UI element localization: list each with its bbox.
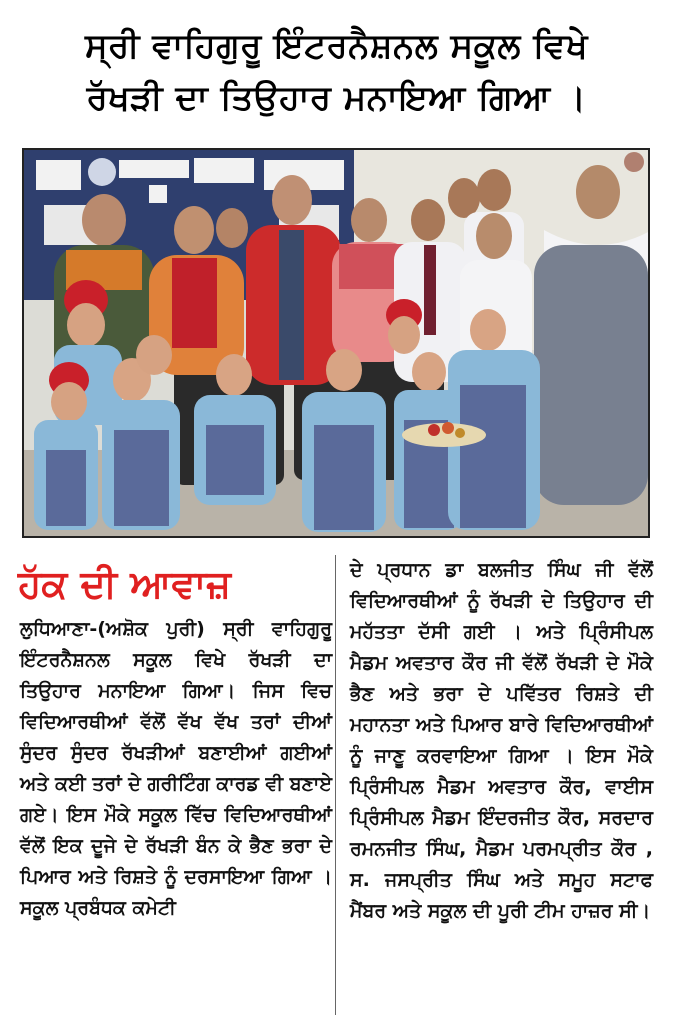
column-divider bbox=[335, 555, 336, 1015]
article-column-left bbox=[20, 614, 332, 924]
headline bbox=[0, 20, 673, 124]
headline-line-2: ਰੱਖੜੀ ਦਾ ਤਿਉਹਾਰ ਮਨਾਇਆ ਗਿਆ । bbox=[86, 78, 587, 118]
article-text-right: ਦੇ ਪ੍ਰਧਾਨ ਡਾ ਬਲਜੀਤ ਸਿੰਘ ਜੀ ਵੱਲੋਂ ਵਿਦਿਆਰਥੀਆਂ ਨੂੰ ਰੱਖੜੀ ਦੇ ਤਿਉਹਾਰ ਦੀ ਮਹੱਤਤਾ ਦੱਸੀ ਗਈ । ਅਤੇ ਪ੍ਰਿੰਸੀਪਲ ਮੈਡਮ ਅਵਤਾਰ ਕੌਰ ਜੀ ਵੱਲੋਂ ਰੱਖੜੀ ਦੇ ਮੌਕੇ ਭੈਣ ਅਤੇ ਭਰਾ ਦੇ ਪਵਿੱਤਰ ਰਿਸ਼ਤੇ ਦੀ ਮਹਾਨਤਾ ਅਤੇ ਪਿਆਰ ਬਾਰੇ ਵਿਦਿਆਰਥੀਆਂ ਨੂੰ ਜਾਣੂ ਕਰਵਾਇਆ ਗਿਆ । ਇਸ ਮੌਕੇ ਪ੍ਰਿੰਸੀਪਲ ਮੈਡਮ ਅਵਤਾਰ ਕੌਰ, ਵਾਈਸ ਪ੍ਰਿੰਸੀਪਲ ਮੈਡਮ ਇੰਦਰਜੀਤ ਕੌਰ, ਸਰਦਾਰ ਰਮਨਜੀਤ ਸਿੰਘ, ਮੈਡਮ ਪਰਮਪ੍ਰੀਤ ਕੌਰ , ਸ. ਜਸਪ੍ਰੀਤ ਸਿੰਘ ਅਤੇ ਸਮੂਹ ਸਟਾਫ ਮੈਂਬਰ ਅਤੇ ਸਕੂਲ ਦੀ ਪੂਰੀ ਟੀਮ ਹਾਜ਼ਰ ਸੀ। bbox=[350, 559, 653, 922]
article-column-right bbox=[350, 555, 653, 927]
headline-line-1: ਸ੍ਰੀ ਵਾਹਿਗੁਰੂ ਇੰਟਰਨੈਸ਼ਨਲ ਸਕੂਲ ਵਿਖੇ bbox=[84, 26, 589, 66]
article-text-left: ਲੁਧਿਆਣਾ-(ਅਸ਼ੋਕ ਪੁਰੀ) ਸ੍ਰੀ ਵਾਹਿਗੁਰੂ ਇੰਟਰਨੈਸ਼ਨਲ ਸਕੂਲ ਵਿਖੇ ਰੱਖੜੀ ਦਾ ਤਿਉਹਾਰ ਮਨਾਇਆ ਗਿਆ। ਜਿਸ ਵਿਚ ਵਿਦਿਆਰਥੀਆਂ ਵੱਲੋਂ ਵੱਖ ਵੱਖ ਤਰਾਂ ਦੀਆਂ ਸੁੰਦਰ ਸੁੰਦਰ ਰੱਖੜੀਆਂ ਬਣਾਈਆਂ ਗਈਆਂ ਅਤੇ ਕਈ ਤਰਾਂ ਦੇ ਗਰੀਟਿੰਗ ਕਾਰਡ ਵੀ ਬਣਾਏ ਗਏ। ਇਸ ਮੌਕੇ ਸਕੂਲ ਵਿੱਚ ਵਿਦਿਆਰਥੀਆਂ ਵੱਲੋਂ ਇਕ ਦੂਜੇ ਦੇ ਰੱਖੜੀ ਬੰਨ ਕੇ ਭੈਣ ਭਰਾ ਦੇ ਪਿਆਰ ਅਤੇ ਰਿਸ਼ਤੇ ਨੂੰ ਦਰਸਾਇਆ ਗਿਆ । ਸਕੂਲ ਪ੍ਰਬੰਧਕ ਕਮੇਟੀ bbox=[20, 618, 332, 919]
newspaper-brand: ਹੱਕ ਦੀ ਆਵਾਜ਼ bbox=[18, 562, 232, 606]
news-photo bbox=[22, 148, 650, 538]
